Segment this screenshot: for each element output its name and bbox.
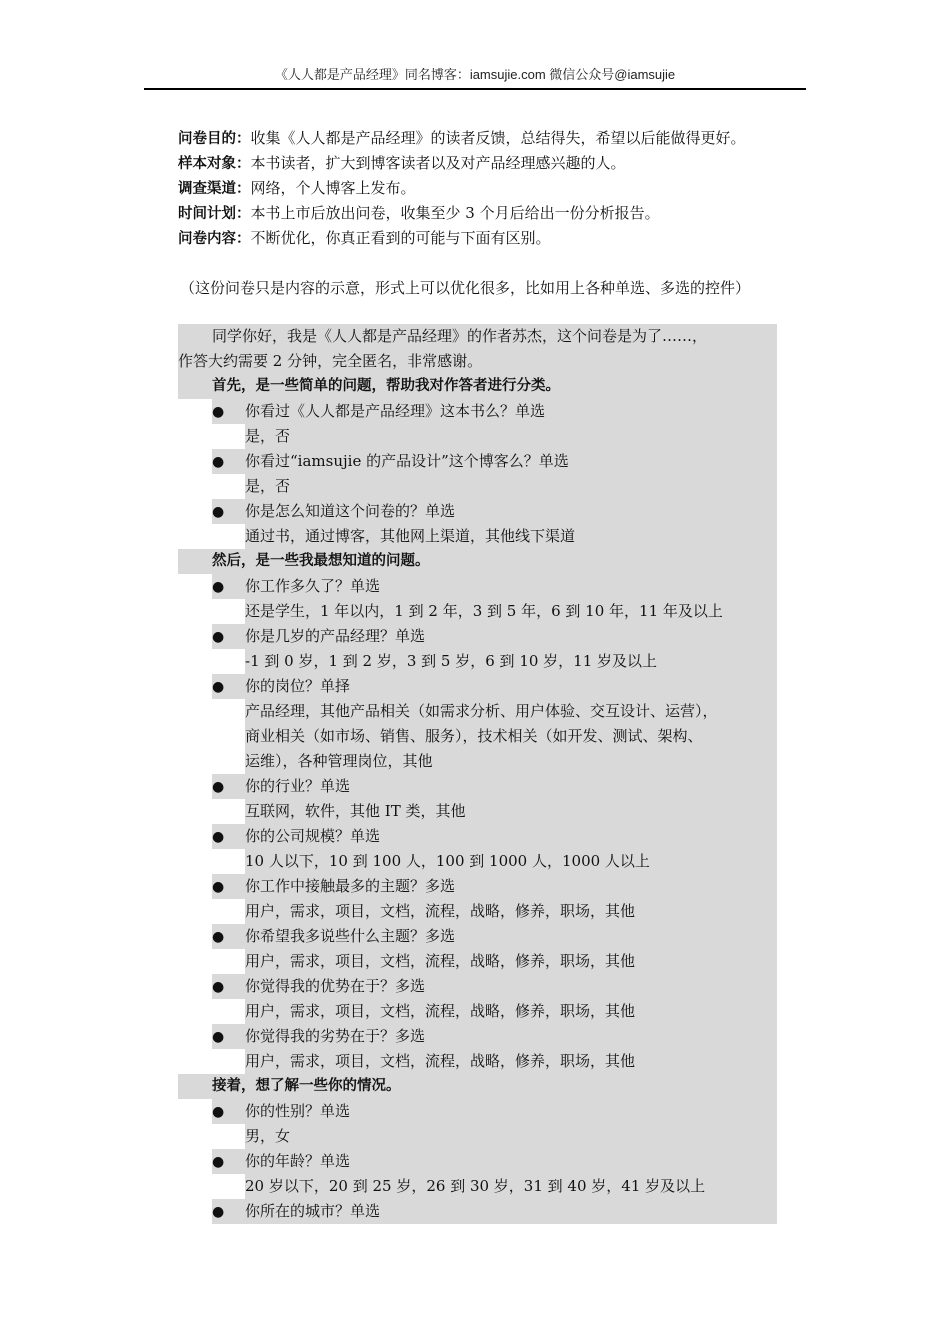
answer-options: 用户，需求，项目，文档，流程，战略，修养，职场，其他 <box>245 1052 636 1070</box>
question-text: 你工作中接触最多的主题？多选 <box>245 877 456 895</box>
answer-options: 是，否 <box>245 477 291 495</box>
intro-row <box>178 126 818 151</box>
bullet-icon <box>212 624 224 650</box>
bullet-icon <box>212 824 224 850</box>
section-title: 然后，是一些我最想知道的问题。 <box>212 553 430 569</box>
question-text: 你所在的城市？单选 <box>245 1202 381 1220</box>
intro-key: 时间计划： <box>178 206 251 222</box>
bullet-icon <box>212 1099 224 1125</box>
answer-options: 产品经理，其他产品相关（如需求分析、用户体验、交互设计、运营）， <box>245 702 718 720</box>
question-text: 你的岗位？单择 <box>245 677 351 695</box>
greeting-line: 同学你好，我是《人人都是产品经理》的作者苏杰，这个问卷是为了……， <box>212 327 708 345</box>
shade-band <box>245 1124 777 1149</box>
intro-key: 问卷内容： <box>178 231 251 247</box>
intro-row <box>178 201 818 226</box>
question-text: 你的年龄？单选 <box>245 1152 351 1170</box>
answer-options: 男，女 <box>245 1127 291 1145</box>
bullet-icon <box>212 924 224 950</box>
answer-options: 运维），各种管理岗位，其他 <box>245 752 433 770</box>
bullet-icon <box>212 874 224 900</box>
answer-options: 20 岁以下，20 到 25 岁，26 到 30 岁，31 到 40 岁，41 岁及以上 <box>245 1177 706 1195</box>
question-text: 你是怎么知道这个问卷的？单选 <box>245 502 456 520</box>
intro-key: 调查渠道： <box>178 181 251 197</box>
answer-options: 用户，需求，项目，文档，流程，战略，修养，职场，其他 <box>245 952 636 970</box>
bullet-icon <box>212 774 224 800</box>
answer-options: 是，否 <box>245 427 291 445</box>
bullet-icon <box>212 449 224 475</box>
bullet-icon <box>212 974 224 1000</box>
intro-text: 收集《人人都是产品经理》的读者反馈，总结得失，希望以后能做得更好。 <box>250 129 746 147</box>
intro-text: 本书读者，扩大到博客读者以及对产品经理感兴趣的人。 <box>250 154 626 172</box>
answer-options: 互联网，软件，其他 IT 类，其他 <box>245 802 466 820</box>
intro-text: 网络，个人博客上发布。 <box>250 179 416 197</box>
bullet-icon <box>212 399 224 425</box>
intro-row <box>178 176 818 201</box>
question-text: 你工作多久了？单选 <box>245 577 381 595</box>
question-text: 你的行业？单选 <box>245 777 351 795</box>
question-text: 你的公司规模？单选 <box>245 827 381 845</box>
survey-intro <box>178 126 818 251</box>
intro-key: 问卷目的： <box>178 131 251 147</box>
answer-options: 用户，需求，项目，文档，流程，战略，修养，职场，其他 <box>245 902 636 920</box>
bullet-icon <box>212 674 224 700</box>
answer-options: -1 到 0 岁，1 到 2 岁，3 到 5 岁，6 到 10 岁，11 岁及以上 <box>245 652 658 670</box>
bullet-icon <box>212 1149 224 1175</box>
question-text: 你是几岁的产品经理？单选 <box>245 627 426 645</box>
answer-options: 商业相关（如市场、销售、服务），技术相关（如开发、测试、架构、 <box>245 727 703 745</box>
bullet-icon <box>212 499 224 525</box>
shade-band <box>245 424 777 449</box>
question-text: 你希望我多说些什么主题？多选 <box>245 927 456 945</box>
question-text: 你看过“iamsujie 的产品设计”这个博客么？单选 <box>245 452 569 470</box>
section-title: 首先，是一些简单的问题，帮助我对作答者进行分类。 <box>212 378 560 394</box>
intro-row <box>178 226 818 251</box>
bullet-icon <box>212 1199 224 1225</box>
intro-text: 本书上市后放出问卷，收集至少 3 个月后给出一份分析报告。 <box>250 204 660 222</box>
question-text: 你的性别？单选 <box>245 1102 351 1120</box>
note-paragraph: （这份问卷只是内容的示意，形式上可以优化很多，比如用上各种单选、多选的控件） <box>180 279 751 297</box>
intro-row <box>178 151 818 176</box>
bullet-icon <box>212 1024 224 1050</box>
question-text: 你觉得我的劣势在于？多选 <box>245 1027 426 1045</box>
question-text: 你看过《人人都是产品经理》这本书么？单选 <box>245 402 546 420</box>
question-text: 你觉得我的优势在于？多选 <box>245 977 426 995</box>
answer-options: 10 人以下，10 到 100 人，100 到 1000 人，1000 人以上 <box>245 852 650 870</box>
bullet-icon <box>212 574 224 600</box>
answer-options: 还是学生，1 年以内，1 到 2 年，3 到 5 年，6 到 10 年，11 年及以上 <box>245 602 723 620</box>
page-header: 《人人都是产品经理》同名博客：iamsujie.com 微信公众号@iamsujie <box>144 64 806 90</box>
shade-band <box>245 474 777 499</box>
answer-options: 用户，需求，项目，文档，流程，战略，修养，职场，其他 <box>245 1002 636 1020</box>
intro-key: 样本对象： <box>178 156 251 172</box>
greeting-line: 作答大约需要 2 分钟，完全匿名，非常感谢。 <box>178 352 483 370</box>
section-title: 接着，想了解一些你的情况。 <box>212 1078 401 1094</box>
intro-text: 不断优化，你真正看到的可能与下面有区别。 <box>250 229 551 247</box>
answer-options: 通过书，通过博客，其他网上渠道，其他线下渠道 <box>245 527 576 545</box>
